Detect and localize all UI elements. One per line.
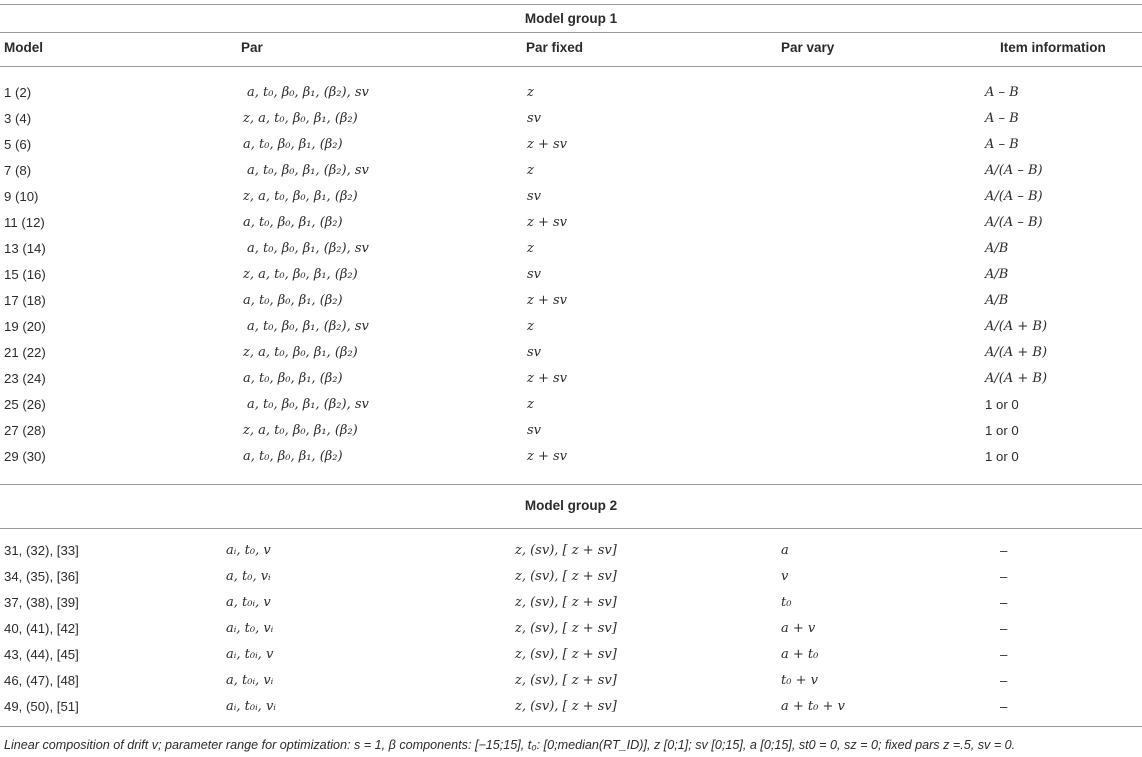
table-row — [0, 266, 1142, 292]
model-cell: 46, (47), [48] — [4, 673, 79, 688]
table-row — [0, 568, 1142, 594]
table-row — [0, 542, 1142, 568]
par-fixed-cell: z, (sv), [ z + sv] — [515, 699, 617, 714]
model-cell: 5 (6) — [4, 137, 32, 152]
header-par: Par — [241, 40, 263, 55]
par-fixed-cell: z, (sv), [ z + sv] — [515, 569, 617, 584]
par-fixed-cell: z + sv — [527, 449, 568, 464]
item-info-cell: A/B — [985, 241, 1009, 256]
par-vary-cell: a + t₀ + v — [781, 699, 845, 714]
par-cell: a, t₀, β₀, β₁, (β₂), sv — [247, 163, 369, 178]
table-row — [0, 292, 1142, 318]
item-info-cell: – — [1000, 569, 1008, 584]
table-row — [0, 240, 1142, 266]
par-cell: z, a, t₀, β₀, β₁, (β₂) — [243, 111, 358, 126]
table-row — [0, 672, 1142, 698]
item-info-cell: – — [1000, 543, 1008, 558]
par-cell: aᵢ, t₀ᵢ, vᵢ — [226, 699, 276, 714]
model-cell: 29 (30) — [4, 449, 46, 464]
par-vary-cell: a + v — [781, 621, 816, 636]
header-model: Model — [4, 40, 43, 55]
item-info-cell: A/(A – B) — [985, 189, 1043, 204]
item-info-cell: A/B — [985, 267, 1009, 282]
par-cell: a, t₀ᵢ, v — [226, 595, 271, 610]
table-row — [0, 84, 1142, 110]
table-row — [0, 110, 1142, 136]
table-row — [0, 370, 1142, 396]
par-cell: a, t₀, β₀, β₁, (β₂), sv — [247, 397, 369, 412]
table-bottom-rule — [0, 726, 1142, 727]
model-cell: 31, (32), [33] — [4, 543, 79, 558]
par-fixed-cell: z + sv — [527, 215, 568, 230]
par-cell: a, t₀, β₀, β₁, (β₂), sv — [247, 319, 369, 334]
par-cell: a, t₀ᵢ, vᵢ — [226, 673, 274, 688]
par-fixed-cell: z — [527, 85, 534, 100]
table-row — [0, 396, 1142, 422]
par-cell: a, t₀, β₀, β₁, (β₂), sv — [247, 241, 369, 256]
model-cell: 9 (10) — [4, 189, 39, 204]
item-info-cell: A/(A – B) — [985, 215, 1043, 230]
model-cell: 15 (16) — [4, 267, 46, 282]
table-row — [0, 594, 1142, 620]
par-fixed-cell: z + sv — [527, 371, 568, 386]
table-row — [0, 646, 1142, 672]
item-info-cell: – — [1000, 621, 1008, 636]
par-fixed-cell: z — [527, 241, 534, 256]
model-cell: 23 (24) — [4, 371, 46, 386]
par-fixed-cell: z — [527, 163, 534, 178]
table-row — [0, 448, 1142, 474]
item-info-cell: 1 or 0 — [985, 449, 1019, 464]
par-cell: a, t₀, β₀, β₁, (β₂) — [243, 293, 343, 308]
par-cell: aᵢ, t₀ᵢ, v — [226, 647, 274, 662]
header-par-vary: Par vary — [781, 40, 835, 55]
item-info-cell: 1 or 0 — [985, 423, 1019, 438]
item-info-cell: – — [1000, 699, 1008, 714]
par-vary-cell: v — [781, 569, 789, 584]
group1-title-rule — [0, 32, 1142, 33]
model-cell: 37, (38), [39] — [4, 595, 79, 610]
group2-title-rule — [0, 528, 1142, 529]
par-cell: aᵢ, t₀, vᵢ — [226, 621, 274, 636]
par-cell: z, a, t₀, β₀, β₁, (β₂) — [243, 267, 358, 282]
par-vary-cell: t₀ + v — [781, 673, 818, 688]
table-footnote: Linear composition of drift v; parameter range for optimization: s = 1, β components: [−15;15], t₀: [0;median(RT_ID)], z [0;1]; sv [0;15], a [0;15], st0 = 0, sz = 0; fixed pars z =.5, sv = 0. — [4, 738, 1016, 752]
item-info-cell: A/(A + B) — [985, 319, 1048, 334]
par-fixed-cell: sv — [527, 189, 542, 204]
item-info-cell: A – B — [985, 137, 1019, 152]
par-fixed-cell: z, (sv), [ z + sv] — [515, 543, 617, 558]
model-cell: 21 (22) — [4, 345, 46, 360]
header-rule — [0, 66, 1142, 67]
model-cell: 3 (4) — [4, 111, 32, 126]
par-fixed-cell: sv — [527, 111, 542, 126]
group1-title: Model group 1 — [524, 11, 618, 26]
model-cell: 13 (14) — [4, 241, 46, 256]
par-fixed-cell: z — [527, 397, 534, 412]
item-info-cell: A – B — [985, 85, 1019, 100]
model-cell: 1 (2) — [4, 85, 32, 100]
table-row — [0, 162, 1142, 188]
table-row — [0, 698, 1142, 724]
item-info-cell: – — [1000, 595, 1008, 610]
model-cell: 11 (12) — [4, 215, 45, 230]
item-info-cell: 1 or 0 — [985, 397, 1019, 412]
par-cell: a, t₀, β₀, β₁, (β₂), sv — [247, 85, 369, 100]
table-row — [0, 136, 1142, 162]
par-fixed-cell: sv — [527, 423, 542, 438]
table-row — [0, 318, 1142, 344]
model-cell: 25 (26) — [4, 397, 46, 412]
par-fixed-cell: z, (sv), [ z + sv] — [515, 595, 617, 610]
model-cell: 7 (8) — [4, 163, 32, 178]
par-cell: a, t₀, vᵢ — [226, 569, 271, 584]
par-fixed-cell: z + sv — [527, 293, 568, 308]
table-row — [0, 422, 1142, 448]
group2-top-rule — [0, 484, 1142, 485]
item-info-cell: A/B — [985, 293, 1009, 308]
model-cell: 17 (18) — [4, 293, 46, 308]
par-cell: z, a, t₀, β₀, β₁, (β₂) — [243, 423, 358, 438]
item-info-cell: A – B — [985, 111, 1019, 126]
model-cell: 49, (50), [51] — [4, 699, 79, 714]
par-cell: a, t₀, β₀, β₁, (β₂) — [243, 137, 343, 152]
par-vary-cell: t₀ — [781, 595, 792, 610]
header-item-information: Item information — [1000, 40, 1106, 55]
table-row — [0, 214, 1142, 240]
model-cell: 34, (35), [36] — [4, 569, 79, 584]
par-vary-cell: a — [781, 543, 789, 558]
par-fixed-cell: sv — [527, 345, 542, 360]
table-row — [0, 344, 1142, 370]
item-info-cell: – — [1000, 673, 1008, 688]
group2-title: Model group 2 — [524, 498, 618, 513]
model-cell: 19 (20) — [4, 319, 46, 334]
par-cell: aᵢ, t₀, v — [226, 543, 271, 558]
model-cell: 27 (28) — [4, 423, 46, 438]
par-fixed-cell: z, (sv), [ z + sv] — [515, 647, 617, 662]
par-fixed-cell: sv — [527, 267, 542, 282]
par-fixed-cell: z, (sv), [ z + sv] — [515, 621, 617, 636]
par-vary-cell: a + t₀ — [781, 647, 819, 662]
header-par-fixed: Par fixed — [526, 40, 584, 55]
par-fixed-cell: z — [527, 319, 534, 334]
item-info-cell: – — [1000, 647, 1008, 662]
model-cell: 40, (41), [42] — [4, 621, 79, 636]
item-info-cell: A/(A – B) — [985, 163, 1043, 178]
item-info-cell: A/(A + B) — [985, 345, 1048, 360]
table-row — [0, 620, 1142, 646]
par-cell: z, a, t₀, β₀, β₁, (β₂) — [243, 345, 358, 360]
par-fixed-cell: z, (sv), [ z + sv] — [515, 673, 617, 688]
item-info-cell: A/(A + B) — [985, 371, 1048, 386]
model-cell: 43, (44), [45] — [4, 647, 79, 662]
table-row — [0, 188, 1142, 214]
par-cell: a, t₀, β₀, β₁, (β₂) — [243, 371, 343, 386]
par-fixed-cell: z + sv — [527, 137, 568, 152]
par-cell: a, t₀, β₀, β₁, (β₂) — [243, 449, 343, 464]
par-cell: z, a, t₀, β₀, β₁, (β₂) — [243, 189, 358, 204]
par-cell: a, t₀, β₀, β₁, (β₂) — [243, 215, 343, 230]
top-rule — [0, 4, 1142, 5]
